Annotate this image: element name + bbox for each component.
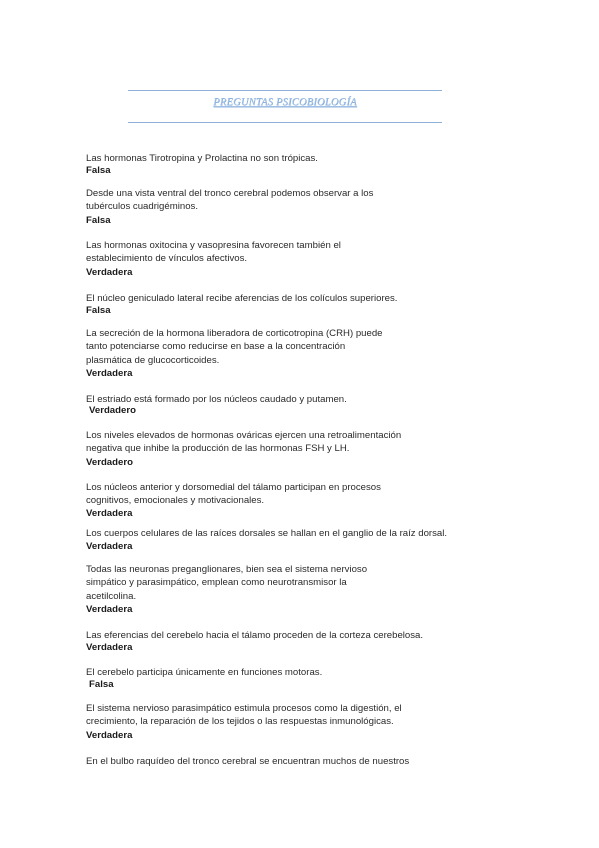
answer-text: Verdadero	[89, 405, 136, 416]
question-text: Las eferencias del cerebelo hacia el tálamo proceden de la corteza cerebelosa.	[86, 630, 424, 641]
answer-text: Verdadera	[86, 267, 133, 278]
question-text: Todas las neuronas preganglionares, bien sea el sistema nervioso simpático y parasimpático, emplean como neurotransmisor la acetilcolina.	[86, 564, 368, 602]
answer-text: Verdadera	[86, 541, 133, 552]
question-text: El cerebelo participa únicamente en funciones motoras.	[86, 667, 323, 678]
question-text: Los núcleos anterior y dorsomedial del tálamo participan en procesos cognitivos, emocionales y motivacionales.	[86, 482, 381, 507]
answer-text: Verdadera	[86, 508, 133, 519]
answer-text: Falsa	[89, 679, 114, 690]
answer-text: Falsa	[86, 305, 111, 316]
question-text: Los niveles elevados de hormonas ováricas ejercen una retroalimentación negativa que inhibe la producción de las hormonas FSH y LH.	[86, 430, 402, 455]
question-text: Las hormonas oxitocina y vasopresina favorecen también el establecimiento de vínculos afectivos.	[86, 240, 341, 265]
question-text: Las hormonas Tirotropina y Prolactina no son trópicas.	[86, 153, 318, 164]
question-text: En el bulbo raquídeo del tronco cerebral se encuentran muchos de nuestros	[86, 756, 410, 767]
header-rule-top	[128, 90, 442, 91]
answer-text: Verdadera	[86, 730, 133, 741]
question-text: El sistema nervioso parasimpático estimula procesos como la digestión, el crecimiento, la reparación de los tejidos o las respuestas inmunológicas.	[86, 703, 402, 728]
header-rule-bottom	[128, 122, 442, 123]
answer-text: Verdadera	[86, 604, 133, 615]
question-text: El núcleo geniculado lateral recibe aferencias de los colículos superiores.	[86, 293, 398, 304]
question-text: Desde una vista ventral del tronco cerebral podemos observar a los tubérculos cuadrigéminos.	[86, 188, 374, 213]
answer-text: Verdadera	[86, 642, 133, 653]
question-text: El estriado está formado por los núcleos caudado y putamen.	[86, 394, 347, 405]
answer-text: Falsa	[86, 215, 111, 226]
question-text: La secreción de la hormona liberadora de corticotropina (CRH) puede tanto potenciarse como reducirse en base a la concentración plasmática de glucocorticoides.	[86, 328, 383, 366]
answer-text: Verdadera	[86, 368, 133, 379]
question-text: Los cuerpos celulares de las raíces dorsales se hallan en el ganglio de la raíz dorsal.	[86, 528, 448, 539]
page-title: PREGUNTAS PSICOBIOLOGÍA	[213, 97, 357, 108]
answer-text: Verdadero	[86, 457, 133, 468]
answer-text: Falsa	[86, 165, 111, 176]
